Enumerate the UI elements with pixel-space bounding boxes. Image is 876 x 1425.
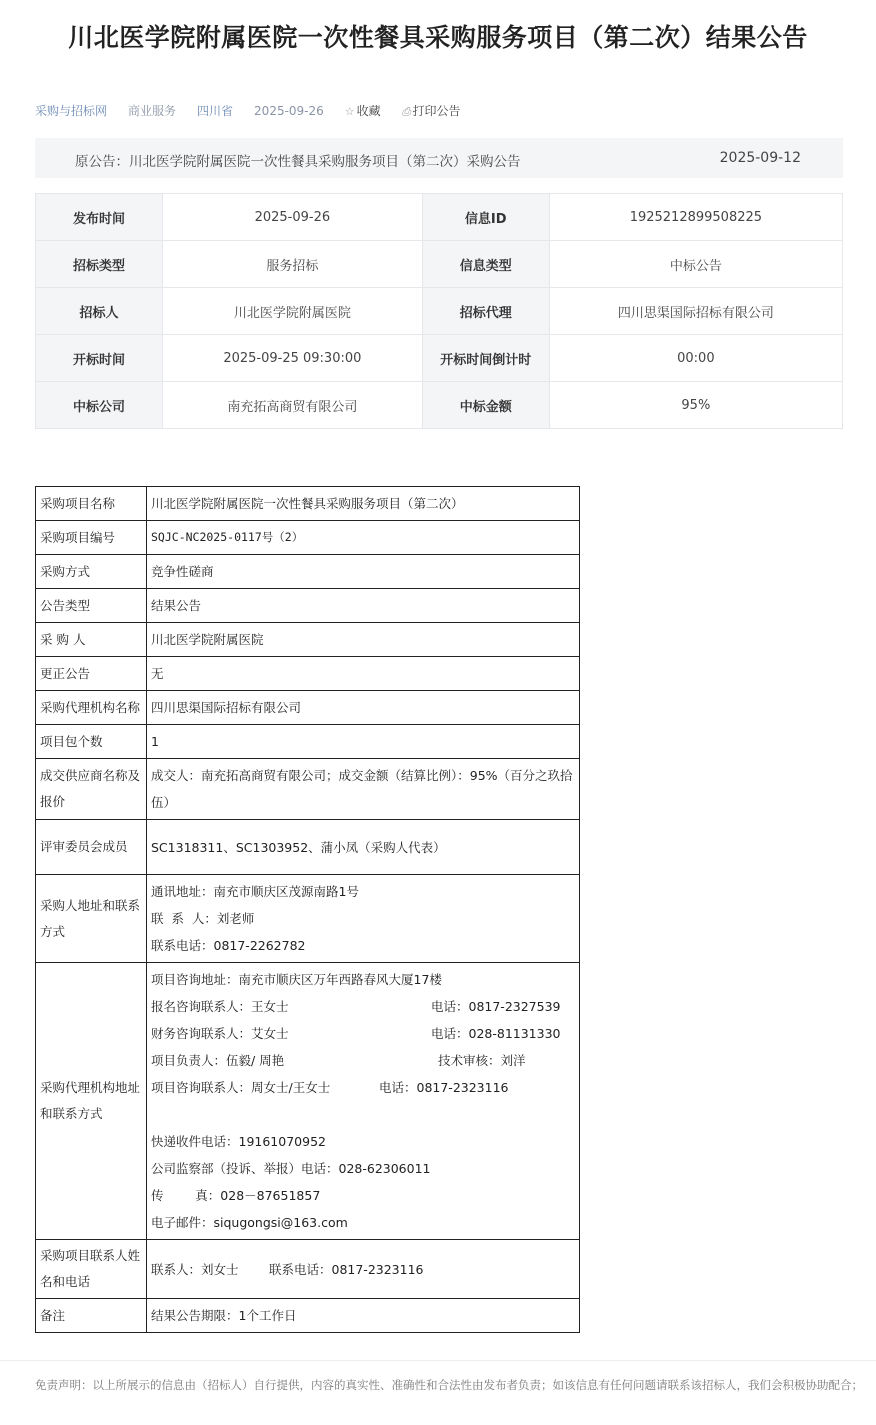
info-value: 服务招标: [163, 241, 423, 288]
meta-bar: [35, 102, 482, 119]
info-key: 招标类型: [36, 241, 163, 288]
table-row: [36, 623, 580, 657]
detail-value: 结果公告: [147, 589, 580, 623]
info-value: 南充拓高商贸有限公司: [163, 382, 423, 429]
info-value: 2025-09-25 09:30:00: [163, 335, 423, 382]
table-row: [36, 1240, 580, 1299]
source-link[interactable]: 采购与招标网: [35, 104, 108, 118]
detail-key: 成交供应商名称及报价: [36, 759, 147, 820]
info-key: 开标时间倒计时: [422, 335, 549, 382]
table-row: [36, 382, 843, 429]
detail-key: 采购项目名称: [36, 487, 147, 521]
table-row: [36, 521, 580, 555]
table-row: [36, 691, 580, 725]
detail-key: 项目包个数: [36, 725, 147, 759]
info-value: 1925212899508225: [549, 194, 842, 241]
detail-value: 项目咨询地址：南充市顺庆区万年西路春风大厦17楼 报名咨询联系人：王女士 电话：0817-2327539 财务咨询联系人：艾女士 电话：028-81131330 项目负责人：伍毅/ 周艳 技术审核：刘洋 项目咨询联系人：周女士/王女士 电话：0817-2323116 快递收件电话：19161070952 公司监察部（投诉、举报）电话：028-62306011 传 真：028－87651857 电子邮件：siqugongsi@163.com: [147, 963, 580, 1240]
detail-key: 公告类型: [36, 589, 147, 623]
detail-value: 通讯地址：南充市顺庆区茂源南路1号 联 系 人：刘老师 联系电话：0817-2262782: [147, 875, 580, 963]
table-row: [36, 555, 580, 589]
table-row: [36, 1299, 580, 1333]
table-row: [36, 759, 580, 820]
detail-key: 更正公告: [36, 657, 147, 691]
table-row: [36, 194, 843, 241]
detail-value: 川北医学院附属医院一次性餐具采购服务项目（第二次）: [147, 487, 580, 521]
detail-value: SC1318311、SC1303952、蒲小凤（采购人代表）: [147, 820, 580, 875]
table-row: [36, 820, 580, 875]
detail-key: 采购项目编号: [36, 521, 147, 555]
detail-value: 联系人：刘女士 联系电话：0817-2323116: [147, 1240, 580, 1299]
info-key: 发布时间: [36, 194, 163, 241]
info-table: [35, 193, 843, 429]
detail-key: 采购人地址和联系方式: [36, 875, 147, 963]
info-key: 信息ID: [422, 194, 549, 241]
detail-key: 采 购 人: [36, 623, 147, 657]
detail-value: 1: [147, 725, 580, 759]
original-announcement-bar[interactable]: [35, 138, 843, 178]
table-row: [36, 725, 580, 759]
detail-value: 竞争性磋商: [147, 555, 580, 589]
table-row: [36, 657, 580, 691]
disclaimer-text: 免责声明：以上所展示的信息由（招标人）自行提供，内容的真实性、准确性和合法性由发布者负责；如该信息有任何问题请联系该招标人，我们会积极协助配合；: [35, 1378, 863, 1392]
table-row: [36, 963, 580, 1240]
original-announcement-date: 2025-09-12: [719, 150, 801, 166]
info-key: 招标代理: [422, 288, 549, 335]
info-key: 中标金额: [422, 382, 549, 429]
original-announcement-link[interactable]: 原公告：川北医学院附属医院一次性餐具采购服务项目（第二次）采购公告: [75, 154, 521, 170]
detail-key: 备注: [36, 1299, 147, 1333]
info-key: 中标公司: [36, 382, 163, 429]
page-title: 川北医学院附属医院一次性餐具采购服务项目（第二次）结果公告: [68, 23, 808, 52]
info-value: 四川思渠国际招标有限公司: [549, 288, 842, 335]
info-value: 2025-09-26: [163, 194, 423, 241]
detail-value: 成交人：南充拓高商贸有限公司；成交金额（结算比例）：95%（百分之玖拾伍）: [147, 759, 580, 820]
favorite-button[interactable]: ☆ 收藏: [344, 104, 381, 118]
table-row: [36, 487, 580, 521]
printer-icon: ⎙: [401, 105, 411, 118]
detail-key: 评审委员会成员: [36, 820, 147, 875]
detail-value: 结果公告期限：1个工作日: [147, 1299, 580, 1333]
detail-value: 川北医学院附属医院: [147, 623, 580, 657]
footer: [0, 1360, 876, 1392]
table-row: [36, 589, 580, 623]
table-row: [36, 875, 580, 963]
print-button[interactable]: ⎙ 打印公告: [401, 104, 461, 118]
table-row: [36, 288, 843, 335]
publish-date: 2025-09-26: [254, 103, 324, 118]
info-value: 川北医学院附属医院: [163, 288, 423, 335]
table-row: [36, 241, 843, 288]
detail-value: SQJC-NC2025-0117号（2）: [147, 521, 580, 555]
detail-value: 无: [147, 657, 580, 691]
info-value: 中标公告: [549, 241, 842, 288]
table-row: [36, 335, 843, 382]
detail-key: 采购代理机构名称: [36, 691, 147, 725]
region-label[interactable]: 四川省: [197, 104, 234, 118]
info-value: 00:00: [549, 335, 842, 382]
detail-value: 四川思渠国际招标有限公司: [147, 691, 580, 725]
detail-key: 采购代理机构地址和联系方式: [36, 963, 147, 1240]
detail-key: 采购方式: [36, 555, 147, 589]
info-value: 95%: [549, 382, 842, 429]
category-label[interactable]: 商业服务: [128, 104, 177, 118]
star-icon: ☆: [344, 105, 355, 118]
info-key: 招标人: [36, 288, 163, 335]
details-table: [35, 486, 580, 1333]
info-key: 开标时间: [36, 335, 163, 382]
detail-key: 采购项目联系人姓名和电话: [36, 1240, 147, 1299]
info-key: 信息类型: [422, 241, 549, 288]
